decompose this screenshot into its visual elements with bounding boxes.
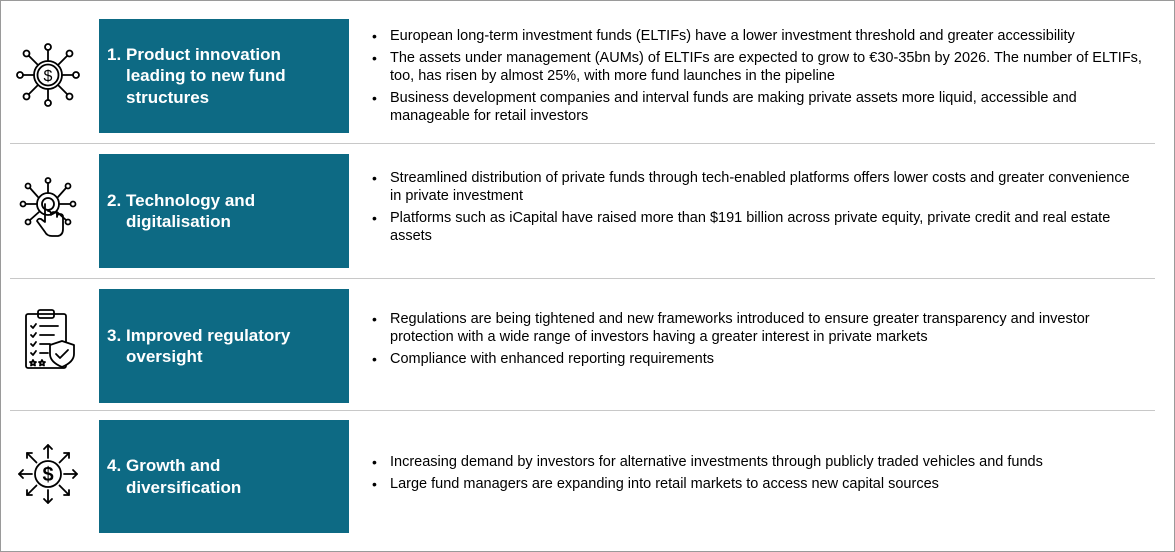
category-title: Product innovation leading to new fund structures (126, 44, 286, 107)
row-divider (10, 278, 1155, 279)
category-box (99, 289, 349, 403)
list-item: • Business development companies and interval funds are making private assets more liquid, accessible and manageable for retail investors (372, 89, 1142, 125)
category-title: Technology and digitalisation (126, 190, 256, 231)
category-box (99, 420, 349, 533)
bullet-list (372, 169, 1142, 249)
list-item: • The assets under management (AUMs) of ELTIFs are expected to grow to €30-35bn by 2026. The number of ELTIFs, too, has risen by almost 25%, with more fund launches in the pipeline (372, 49, 1142, 85)
list-item: • Regulations are being tightened and new frameworks introduced to ensure greater transparency and investor protection with a wide range of investors having a greater interest in private markets (372, 310, 1142, 346)
category-number: 1. (107, 44, 122, 64)
touch-network-icon (14, 176, 82, 244)
category-box (99, 19, 349, 133)
list-item: • Compliance with enhanced reporting requirements (372, 350, 1142, 368)
list-item: • Platforms such as iCapital have raised more than $191 billion across private equity, private credit and real estate assets (372, 209, 1142, 245)
row-divider (10, 410, 1155, 411)
svg-text:$: $ (43, 68, 53, 85)
dollar-network-icon (14, 41, 82, 109)
category-number: 4. (107, 456, 122, 475)
category-number: 2. (107, 190, 122, 210)
category-box (99, 154, 349, 268)
category-title: Improved regulatory oversight (126, 325, 291, 366)
dollar-expand-icon (14, 440, 82, 508)
list-item: • Increasing demand by investors for alternative investments through publicly traded vehicles and funds (372, 453, 1142, 471)
list-item: • Streamlined distribution of private funds through tech-enabled platforms offers lower costs and greater convenience in private investment (372, 169, 1142, 205)
category-title: Growth and diversification (126, 456, 242, 497)
row-divider (10, 143, 1155, 144)
bullet-list (372, 27, 1142, 129)
category-number: 3. (107, 325, 122, 345)
list-item: • Large fund managers are expanding into retail markets to access new capital sources (372, 475, 1142, 493)
bullet-list (372, 310, 1142, 372)
list-item: • European long-term investment funds (ELTIFs) have a lower investment threshold and greater accessibility (372, 27, 1142, 45)
bullet-list (372, 453, 1142, 497)
clipboard-shield-icon (14, 306, 82, 374)
svg-text:$: $ (42, 464, 54, 486)
